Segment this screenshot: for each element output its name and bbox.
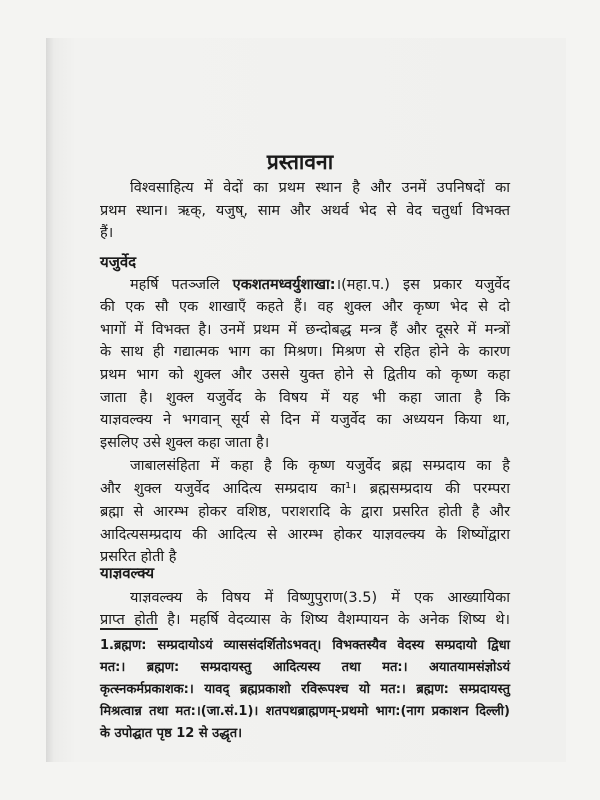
paragraph-line: जाता है। शुक्ल यजुर्वेद के विषय में यह भी कहा जाता है कि <box>100 390 510 406</box>
paragraph-line: प्रथम भाग को शुक्ल और उससे युक्त होने से द्वितीय को कृष्ण कहा <box>100 367 510 383</box>
paragraph-line: इसलिए उसे शुक्ल कहा जाता है। <box>100 435 270 451</box>
bold-term: एकशतमध्वर्युशाखा: <box>232 277 336 293</box>
footnote-divider <box>100 628 158 630</box>
section-heading-yajurveda: यजुर्वेद <box>100 253 137 271</box>
paragraph-line: जाबालसंहिता में कहा है कि कृष्ण यजुर्वेद ब्रह्म सम्प्रदाय का है <box>130 458 510 474</box>
paragraph-line <box>130 275 510 295</box>
footnote-line: के उपोद्घात पृष्ठ 12 से उद्धृत। <box>100 726 243 741</box>
paragraph-line: ब्रह्मा से आरम्भ होकर वशिष्ठ, पराशरादि के द्वारा प्रसरित होती है और <box>100 504 510 520</box>
paragraph-line: और शुक्ल यजुर्वेद आदित्य सम्प्रदाय का¹। ब्रह्मसम्प्रदाय की परम्परा <box>100 481 510 497</box>
intro-line: विश्वसाहित्य में वेदों का प्रथम स्थान है और उनमें उपनिषदों का <box>130 180 510 196</box>
footnote-line: कृत्स्नकर्मप्रकाशक:। यावद् ब्रह्मप्रकाशो रविरूपश्च यो मत:। ब्रह्मण: सम्प्रदायस्तु <box>100 682 510 697</box>
paragraph-line: याज्ञवल्क्य के विषय में विष्णुपुराण(3.5) में एक आख्यायिका <box>130 590 510 606</box>
paragraph-line: आदित्यसम्प्रदाय की आदित्य से आरम्भ होकर याज्ञवल्क्य के शिष्योंद्वारा <box>100 527 510 543</box>
text: महर्षि पतञ्जलि <box>130 277 233 293</box>
section-heading-yajnavalkya: याज्ञवल्क्य <box>100 564 155 582</box>
paragraph-line: याज्ञवल्क्य ने भगवान् सूर्य से दिन में यजुर्वेद का अध्ययन किया था, <box>100 412 510 428</box>
footnote-line: मत:। ब्रह्मण: सम्प्रदायस्तु आदित्यस्य तथा मत:। अयातयामसंज्ञोऽयं <box>100 660 510 675</box>
paragraph-line: भागों में विभक्त है। उनमें प्रथम में छन्दोबद्ध मन्त्र हैं और दूसरे में मन्त्रों <box>100 322 510 338</box>
paragraph-line: प्रसरित होती है <box>100 549 177 565</box>
paragraph-line: की एक सौ एक शाखाएँ कहते हैं। वह शुक्ल और कृष्ण भेद से दो <box>100 299 510 315</box>
page-title: प्रस्तावना <box>266 150 334 174</box>
paragraph-line: के साथ ही गद्यात्मक भाग का मिश्रण। मिश्रण से रहित होने के कारण <box>100 344 510 360</box>
intro-line: हैं। <box>100 225 114 241</box>
paragraph-line: प्राप्त होती है। महर्षि वेदव्यास के शिष्य वैशम्पायन के अनेक शिष्य थे। <box>100 612 510 628</box>
intro-line: प्रथम स्थान। ऋक्, यजुष्, साम और अथर्व भेद से वेद चतुर्धा विभक्त <box>100 203 510 219</box>
footnote-line: मिश्रत्वान्न तथा मत:।(जा.सं.1)। शतपथब्राह्मणम्-प्रथमो भाग:(नाग प्रकाशन दिल्ली) <box>100 704 510 719</box>
text: ।(महा.प.) इस प्रकार यजुर्वेद <box>335 277 510 293</box>
footnote-line: 1.ब्रह्मण: सम्प्रदायोऽयं व्याससंदर्शितोऽभवत्। विभक्तस्यैव वेदस्य सम्प्रदायो द्विधा <box>100 638 510 653</box>
